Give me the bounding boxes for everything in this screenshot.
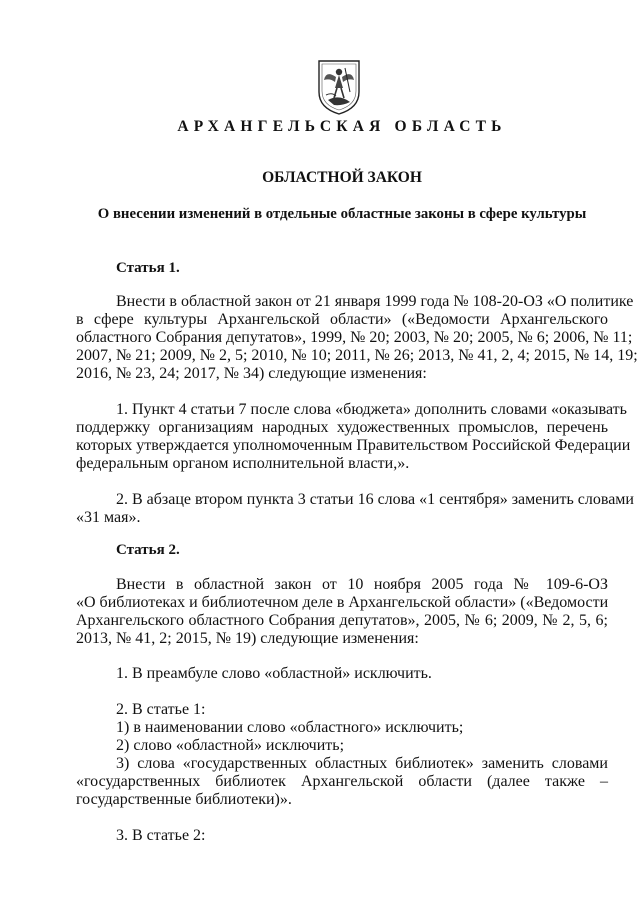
text-line: федеральным органом исполнительной власти,». bbox=[76, 455, 410, 472]
text-line: 2013, № 41, 2; 2015, № 19) следующие изменения: bbox=[76, 630, 419, 647]
document-title: О внесении изменений в отдельные областные законы в сфере культуры bbox=[97, 206, 587, 222]
text-line: государственные библиотеки)». bbox=[76, 791, 292, 808]
document-type: ОБЛАСТНОЙ ЗАКОН bbox=[262, 169, 422, 186]
text-line: 2007, № 21; 2009, № 2, 5; 2010, № 10; 2011, № 26; 2013, № 41, 2, 4; 2015, № 14, 19; bbox=[76, 347, 638, 364]
text-line: Внести в областной закон от 10 ноября 2005 года № 109-6-ОЗ bbox=[116, 576, 608, 593]
text-line: в сфере культуры Архангельской области» («Ведомости Архангельского bbox=[76, 311, 608, 328]
article-1-heading: Статья 1. bbox=[116, 260, 180, 276]
article-2-item-1: 1. В преамбуле слово «областной» исключить. bbox=[116, 665, 432, 682]
text-line: 2. В абзаце втором пункта 3 статьи 16 слова «1 сентября» заменить словами bbox=[116, 491, 634, 508]
text-line: Внести в областной закон от 21 января 1999 года № 108-20-ОЗ «О политике bbox=[116, 293, 634, 310]
article-2-item-2-sub-1: 1) в наименовании слово «областного» исключить; bbox=[116, 719, 464, 736]
text-line: 1. Пункт 4 статьи 7 после слова «бюджета» дополнить словами «оказывать bbox=[116, 401, 627, 418]
coat-of-arms-icon bbox=[316, 58, 362, 116]
article-2-item-3-heading: 3. В статье 2: bbox=[116, 827, 206, 844]
article-2-heading: Статья 2. bbox=[116, 542, 180, 558]
text-line: «государственных библиотек Архангельской области (далее также – bbox=[76, 773, 608, 790]
text-line: Архангельского областного Собрания депутатов», 2005, № 6; 2009, № 2, 5, 6; bbox=[76, 612, 608, 629]
region-name: АРХАНГЕЛЬСКАЯ ОБЛАСТЬ bbox=[177, 118, 507, 135]
text-line: «31 мая». bbox=[76, 509, 141, 526]
text-line: областного Собрания депутатов», 1999, № 20; 2003, № 20; 2005, № 6; 2006, № 11; bbox=[76, 329, 633, 346]
article-2-item-2-heading: 2. В статье 1: bbox=[116, 701, 206, 718]
text-line: 3) слова «государственных областных библиотек» заменить словами bbox=[116, 755, 608, 772]
text-line: 2016, № 23, 24; 2017, № 34) следующие изменения: bbox=[76, 365, 427, 382]
text-line: поддержку организациям народных художественных промыслов, перечень bbox=[76, 419, 608, 436]
text-line: которых утверждается уполномоченным Правительством Российской Федерации bbox=[76, 437, 631, 454]
text-line: «О библиотеках и библиотечном деле в Архангельской области» («Ведомости bbox=[76, 594, 609, 611]
article-2-item-2-sub-2: 2) слово «областной» исключить; bbox=[116, 737, 345, 754]
